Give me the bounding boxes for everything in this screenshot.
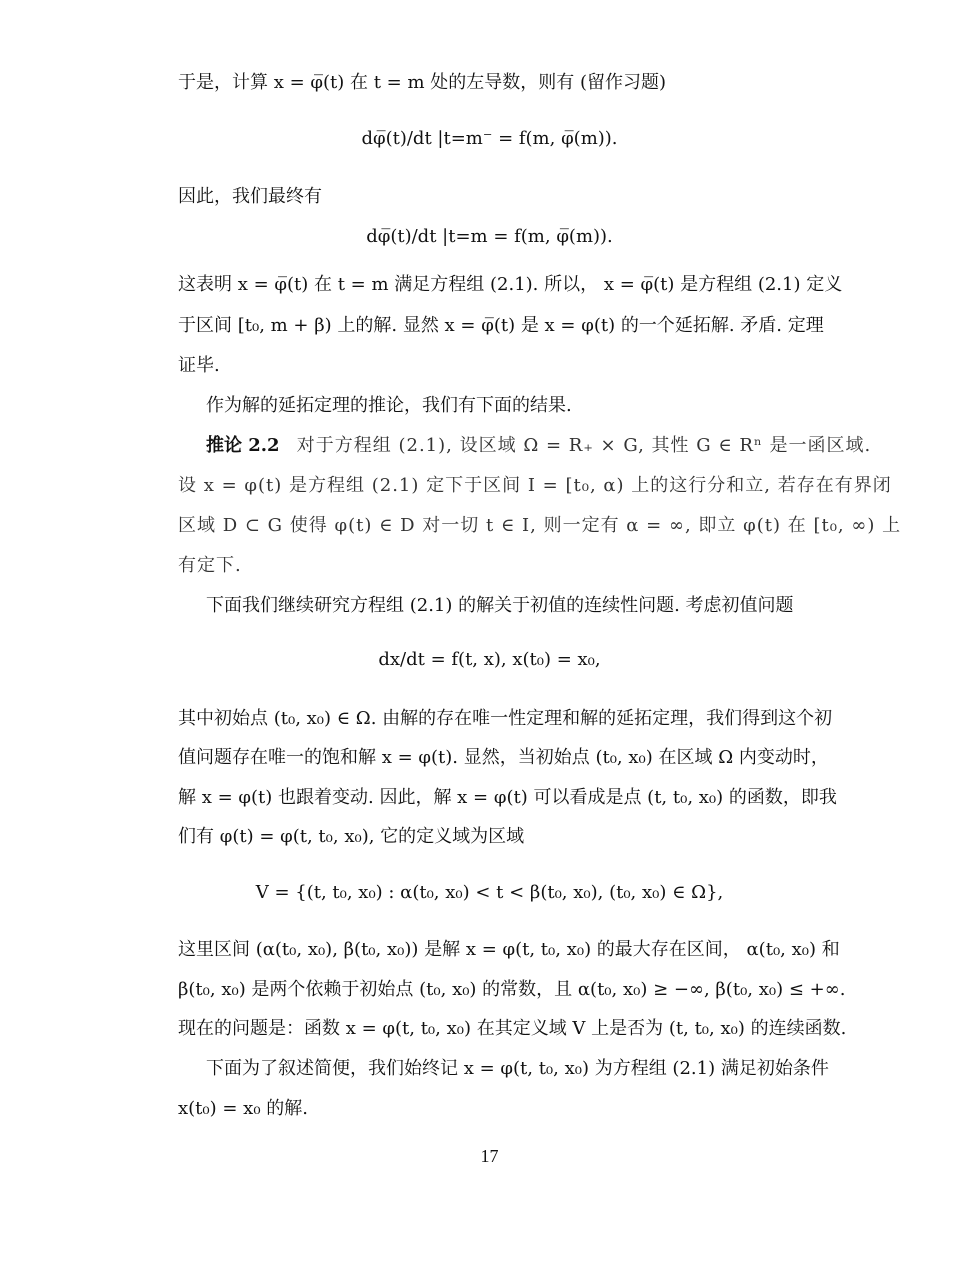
corollary-line: 区域 D ⊂ G 使得 φ(t) ∈ D 对一切 t ∈ I, 则一定有 α = ∞, 即立 φ(t) 在 [t₀, ∞) 上: [178, 515, 902, 536]
corollary-line: 设 x = φ(t) 是方程组 (2.1) 定下于区间 I = [t₀, α) 上的这行分和立, 若存在有界闭: [178, 475, 892, 496]
paragraph-line: 于是，计算 x = φ̅(t) 在 t = m 处的左导数，则有 (留作习题): [178, 72, 667, 93]
paragraph-line: 其中初始点 (t₀, x₀) ∈ Ω. 由解的存在唯一性定理和解的延拓定理，我们得到这个初: [178, 708, 833, 729]
paragraph-line: 证毕.: [178, 355, 220, 376]
paragraph-line: 下面为了叙述简便，我们始终记 x = φ(t, t₀, x₀) 为方程组 (2.1) 满足初始条件: [206, 1058, 829, 1079]
paragraph-line: 下面我们继续研究方程组 (2.1) 的解关于初值的连续性问题. 考虑初值问题: [206, 595, 794, 616]
paragraph-line: 解 x = φ(t) 也跟着变动. 因此，解 x = φ(t) 可以看成是点 (t, t₀, x₀) 的函数，即我: [178, 787, 837, 808]
paragraph-line: 于区间 [t₀, m + β) 上的解. 显然 x = φ̅(t) 是 x = φ(t) 的一个延拓解. 矛盾. 定理: [178, 315, 824, 336]
paragraph-line: 现在的问题是：函数 x = φ(t, t₀, x₀) 在其定义域 V 上是否为 (t, t₀, x₀) 的连续函数.: [178, 1018, 847, 1039]
paragraph-line: 这表明 x = φ̅(t) 在 t = m 满足方程组 (2.1). 所以， x = φ̅(t) 是方程组 (2.1) 定义: [178, 274, 843, 295]
corollary-text: 对于方程组 (2.1), 设区域 Ω = R₊ × G, 其性 G ∈ Rⁿ 是一函区域.: [296, 435, 872, 456]
equation-initial-value-problem: dx/dt = f(t, x), x(t₀) = x₀,: [378, 649, 601, 670]
paragraph-line: 作为解的延拓定理的推论，我们有下面的结果.: [206, 395, 572, 416]
paragraph-line: x(t₀) = x₀ 的解.: [178, 1098, 308, 1119]
page-number: 17: [480, 1146, 499, 1166]
paragraph-line: 值问题存在唯一的饱和解 x = φ(t). 显然，当初始点 (t₀, x₀) 在区域 Ω 内变动时，: [178, 747, 829, 768]
equation-left-derivative: dφ̅(t)/dt |t=m⁻ = f(m, φ̅(m)).: [361, 128, 618, 149]
equation-domain-V: V = {(t, t₀, x₀) : α(t₀, x₀) < t < β(t₀, x₀), (t₀, x₀) ∈ Ω},: [255, 882, 724, 903]
corollary-label: 推论 2.2: [206, 435, 280, 456]
corollary-first-line: [206, 433, 871, 459]
paragraph-line: 这里区间 (α(t₀, x₀), β(t₀, x₀)) 是解 x = φ(t, t₀, x₀) 的最大存在区间， α(t₀, x₀) 和: [178, 939, 840, 960]
paragraph-line: β(t₀, x₀) 是两个依赖于初始点 (t₀, x₀) 的常数，且 α(t₀, x₀) ≥ −∞, β(t₀, x₀) ≤ +∞.: [178, 979, 846, 1000]
equation-derivative: dφ̅(t)/dt |t=m = f(m, φ̅(m)).: [366, 226, 613, 247]
paragraph-line: 们有 φ(t) = φ(t, t₀, x₀), 它的定义域为区域: [178, 826, 525, 847]
corollary-line: 有定下.: [178, 555, 242, 576]
paragraph-line: 因此，我们最终有: [178, 186, 322, 207]
